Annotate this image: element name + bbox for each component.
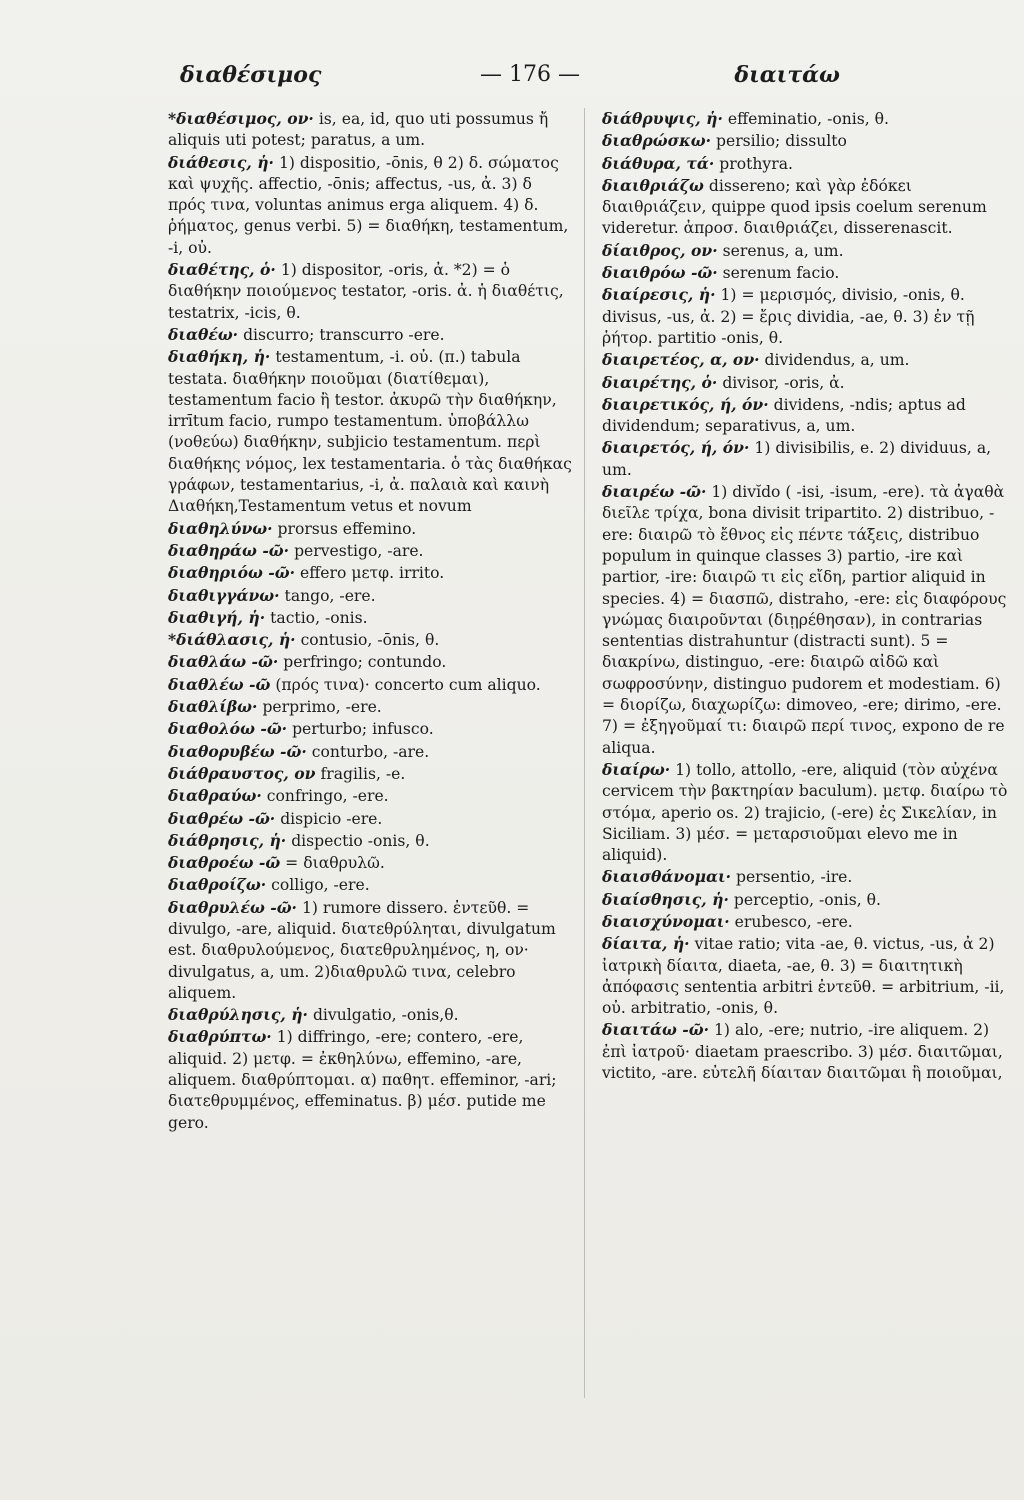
- entry-headword: διαθρώσκω·: [602, 131, 712, 151]
- entry-headword: διαθρύλησις, ἡ·: [168, 1005, 308, 1025]
- dictionary-entry: [602, 349, 1012, 371]
- entry-headword: διαθέω·: [168, 324, 239, 344]
- entry-headword: διαιρέτης, ὁ·: [602, 372, 718, 392]
- entry-headword: διαίρεσις, ἡ·: [602, 285, 716, 305]
- entry-headword: διαιτάω -ῶ·: [602, 1020, 710, 1040]
- entry-headword: διαθιγγάνω·: [168, 585, 280, 605]
- entry-definition: persentio, -ire.: [735, 868, 853, 887]
- entry-definition: 1) alo, -ere; nutrio, -ire aliquem. 2) ἐπὶ ἰατροῦ· diaetam praescribo. 3) μέσ. διαιτῶμαι, victito, -are. εὐτελῆ δίαιταν διαιτῶμαι ἢ ποιοῦμαι,: [602, 1021, 1003, 1083]
- dictionary-entry: [602, 284, 1012, 349]
- entry-definition: testamentum, -i. οὐ. (π.) tabula testata. διαθήκην ποιοῦμαι (διατίθεμαι), testamentum facio ἢ testor. ἀκυρῶ τὴν διαθήκην, irrītum facio, rumpo testamentum. ὑποβάλλω (νοθεύω) διαθήκην, subjicio testamentum. περὶ διαθήκης νόμος, lex testamentaria. ὁ τὰς διαθήκας γράφων, testamentarius, -i, ἀ. παλαιὰ καὶ καινὴ Διαθήκη,Testamentum vetus et novum: [168, 348, 572, 516]
- entry-definition: dissereno; καὶ γὰρ ἐδόκει διαιθριάζειν, quippe quod ipsis coelum serenum videretur. ἀπροσ. διαιθριάζει, disserenascit.: [602, 176, 987, 238]
- dictionary-entry: [602, 911, 1012, 933]
- entry-headword: διαθρύπτω·: [168, 1027, 272, 1047]
- dictionary-entry: [602, 933, 1012, 1019]
- entry-definition: 1) = μερισμός, divisio, -onis, θ. divisus, -us, ἀ. 2) = ἔρις dividia, -ae, θ. 3) ἐν τῇ ῥήτορ. partitio -onis, θ.: [602, 286, 975, 347]
- dictionary-entry: [602, 437, 1012, 481]
- entry-headword: διαθρυλέω -ῶ·: [168, 897, 297, 917]
- entry-headword: διαθλέω -ῶ: [168, 674, 271, 694]
- page-number: — 176 —: [480, 62, 580, 87]
- dictionary-entry: [168, 540, 573, 562]
- entry-definition: tactio, -onis.: [270, 608, 368, 627]
- running-head: [180, 62, 840, 96]
- dictionary-entry: [168, 259, 573, 324]
- entry-definition: fragilis, -e.: [320, 764, 406, 783]
- dictionary-entry: [168, 152, 573, 259]
- dictionary-entry: [602, 130, 1012, 152]
- dictionary-entry: [168, 607, 573, 629]
- entry-headword: διαθήκη, ἡ·: [168, 347, 271, 367]
- entry-definition: dispicio -ere.: [280, 809, 383, 828]
- entry-headword: *διαθέσιμος, ον·: [168, 109, 314, 128]
- dictionary-entry: [168, 651, 573, 673]
- dictionary-entry: [168, 852, 573, 874]
- entry-definition: (πρός τινα)· concerto cum aliquo.: [275, 675, 541, 694]
- entry-headword: διαθορυβέω -ῶ·: [168, 741, 307, 761]
- entry-definition: 1) rumore dissero. ἐντεῦθ. = divulgo, -are, aliquid. διατεθρύληται, divulgatum est. διαθρυλούμενος, διατεθρυλημένος, η, ον· divulgatus, a, um. 2)διαθρυλῶ τινα, celebro aliquem.: [168, 898, 556, 1002]
- entry-definition: dividendus, a, um.: [764, 351, 910, 370]
- entry-headword: διαθλίβω·: [168, 697, 258, 717]
- entry-headword: διαιρετέος, α, ον·: [602, 350, 760, 370]
- dictionary-entry: [168, 1026, 573, 1133]
- entry-definition: confringo, -ere.: [266, 787, 389, 806]
- entry-definition: 1) dispositio, -ōnis, θ 2) δ. σώματος καὶ ψυχῆς. affectio, -ōnis; affectus, -us, ἀ. 3) δ πρός τινα, voluntas animus erga aliquem. 4) δ. ῥήματος, genus verbi. 5) = διαθήκη, testamentum, -i, οὐ.: [168, 153, 569, 257]
- entry-headword: διαθλάω -ῶ·: [168, 652, 279, 672]
- entry-headword: διαιθριάζω: [602, 175, 704, 195]
- dictionary-entry: [602, 759, 1012, 866]
- entry-definition: vitae ratio; vita -ae, θ. victus, -us, ἀ 2) ἰατρικὴ δίαιτα, diaeta, -ae, θ. 3) = διαιτητικὴ ἀπόφασις sententia arbitri ἐντεῦθ. = arbitrium, -ii, οὐ. arbitratio, -onis, θ.: [602, 935, 1005, 1018]
- entry-headword: διάθραυστος, ον: [168, 763, 316, 783]
- dictionary-entry: [168, 718, 573, 740]
- dictionary-entry: [602, 889, 1012, 911]
- dictionary-entry: [168, 897, 573, 1004]
- entry-headword: διάθρυψις, ἡ·: [602, 109, 723, 128]
- entry-definition: 1) diffringo, -ere; contero, -ere, aliquid. 2) μετφ. = ἐκθηλύνω, effemino, -are, aliquem. διαθρύπτομαι. α) παθητ. effeminor, -ari; διατεθρυμμένος, effeminatus. β) μέσ. putide me gero.: [168, 1028, 557, 1132]
- dictionary-entry: [602, 372, 1012, 394]
- dictionary-entry: [602, 262, 1012, 284]
- entry-definition: serenum facio.: [722, 264, 840, 283]
- entry-definition: colligo, -ere.: [271, 876, 370, 895]
- dictionary-entry: [168, 874, 573, 896]
- entry-definition: perfringo; contundo.: [283, 653, 447, 672]
- entry-headword: διάθεσις, ἡ·: [168, 152, 274, 172]
- entry-definition: tango, -ere.: [284, 586, 376, 605]
- dictionary-entry: [602, 866, 1012, 888]
- entry-definition: serenus, a, um.: [722, 241, 844, 260]
- entry-definition: erubesco, -ere.: [734, 912, 853, 931]
- dictionary-entry: [602, 108, 1012, 130]
- dictionary-entry: [168, 763, 573, 785]
- entry-headword: διαθροίζω·: [168, 875, 267, 895]
- entry-definition: effeminatio, -onis, θ.: [727, 110, 890, 128]
- entry-definition: pervestigo, -are.: [294, 541, 424, 560]
- dictionary-entry: [168, 741, 573, 763]
- entry-headword: διαθροέω -ῶ: [168, 853, 281, 873]
- dictionary-entry: [168, 346, 573, 517]
- dictionary-entry: [602, 240, 1012, 262]
- entry-headword: διαίσθησις, ἡ·: [602, 889, 729, 909]
- entry-headword: διαιρετός, ή, όν·: [602, 438, 750, 458]
- entry-headword: διαθολόω -ῶ·: [168, 719, 288, 739]
- dictionary-entry: [168, 830, 573, 852]
- entry-definition: 1) tollo, attollo, -ere, aliquid (τὸν αὐχένα cervicem τὴν βακτηρίαν baculum). μετφ. διαίρω τὸ στόμα, aperio os. 2) trajicio, (-ere) ἐς Σικελίαν, in Siciliam. 3) μέσ. = μεταρσιοῦμαι elevo me in aliquid).: [602, 760, 1008, 865]
- entry-definition: is, ea, id, quo uti possumus ἤ aliquis uti potest; paratus, a um.: [168, 110, 549, 150]
- dictionary-entry: [602, 153, 1012, 175]
- dictionary-entry: [602, 394, 1012, 438]
- entry-definition: divulgatio, -onis,θ.: [312, 1006, 459, 1025]
- entry-definition: 1) divĭdo ( -isi, -isum, -ere). τὰ ἀγαθὰ διεῖλε τρίχα, bona divisit tripartito. 2) distribuo, -ere: διαιρῶ τὸ ἔθνος εἰς πέντε τάξεις, distribuo populum in quinque classes 3) partio, -ire καὶ partior, -ire: διαιρῶ τι εἰς εἴδη, partior aliquid in species. 4) = διασπῶ, distraho, -ere: εἰς διαφόρους γνώμας διαιροῦνται (διῃρέθησαν), in contrarias sententias distrahuntur (distracti sunt). 5 = διακρίνω, distinguo, -ere: διαιρῶ αἰδῶ καὶ σωφροσύνην, distinguo pudorem et modestiam. 6) = διορίζω, διαχωρίζω: dimoveo, -ere; dirimo, -ere. 7) = ἐξηγοῦμαί τι: διαιρῶ περί τινος, expono de re aliqua.: [602, 483, 1007, 757]
- dictionary-entry: [168, 108, 573, 152]
- dictionary-entry: [168, 518, 573, 540]
- dictionary-entry: [168, 785, 573, 807]
- entry-headword: διαθιγή, ἡ·: [168, 607, 266, 627]
- right-column: [602, 108, 1012, 1084]
- entry-definition: contusio, -ōnis, θ.: [300, 631, 440, 650]
- column-divider: [584, 108, 585, 1398]
- entry-headword: διαθραύω·: [168, 786, 262, 806]
- entry-definition: discurro; transcurro -ere.: [243, 325, 445, 344]
- entry-headword: διαισθάνομαι·: [602, 867, 731, 887]
- entry-headword: διαθηλύνω·: [168, 518, 273, 538]
- entry-definition: 1) dispositor, -oris, ἀ. *2) = ὁ διαθήκην ποιούμενος testator, -oris. ἀ. ἡ διαθέτις, testatrix, -icis, θ.: [168, 261, 564, 322]
- dictionary-entry: [602, 481, 1012, 759]
- entry-definition: prorsus effemino.: [277, 519, 417, 538]
- dictionary-entry: [168, 585, 573, 607]
- dictionary-entry: [168, 629, 573, 651]
- entry-definition: prothyra.: [719, 154, 793, 173]
- entry-headword: διαθέτης, ὁ·: [168, 260, 276, 280]
- entry-definition: dividens, -ndis; aptus ad dividendum; separativus, a, um.: [602, 395, 966, 436]
- dictionary-entry: [168, 324, 573, 346]
- entry-definition: conturbo, -are.: [311, 742, 430, 761]
- header-left-guide-word: διαθέσιμος: [180, 62, 322, 88]
- entry-definition: effero μετφ. irrito.: [300, 564, 445, 583]
- entry-headword: δίαιτα, ἡ·: [602, 934, 690, 954]
- entry-headword: διαθηριόω -ῶ·: [168, 563, 296, 583]
- entry-headword: διαιθρόω -ῶ·: [602, 263, 718, 283]
- entry-headword: διαισχύνομαι·: [602, 911, 730, 931]
- entry-definition: dispectio -onis, θ.: [291, 831, 430, 850]
- entry-headword: διαιρετικός, ή, όν·: [602, 394, 769, 414]
- dictionary-entry: [168, 1004, 573, 1026]
- entry-definition: perturbo; infusco.: [292, 720, 434, 739]
- entry-definition: = διαθρυλῶ.: [285, 854, 385, 873]
- dictionary-entry: [602, 1019, 1012, 1084]
- dictionary-entry: [168, 674, 573, 696]
- entry-headword: διαθρέω -ῶ·: [168, 808, 276, 828]
- entry-headword: διαίρω·: [602, 759, 671, 779]
- entry-headword: διάθυρα, τά·: [602, 153, 715, 173]
- entry-headword: διαιρέω -ῶ·: [602, 482, 707, 502]
- entry-headword: *διάθλασις, ἡ·: [168, 630, 296, 650]
- entry-definition: perceptio, -onis, θ.: [733, 890, 881, 909]
- entry-definition: 1) divisibilis, e. 2) dividuus, a, um.: [602, 439, 992, 479]
- left-column: [168, 108, 573, 1134]
- dictionary-entry: [602, 175, 1012, 240]
- entry-definition: divisor, -oris, ἀ.: [722, 373, 845, 392]
- entry-headword: δίαιθρος, ον·: [602, 240, 718, 260]
- dictionary-entry: [168, 808, 573, 830]
- dictionary-entry: [168, 696, 573, 718]
- dictionary-entry: [168, 562, 573, 584]
- entry-headword: διάθρησις, ἡ·: [168, 830, 287, 850]
- entry-definition: persilio; dissulto: [716, 132, 847, 151]
- entry-headword: διαθηράω -ῶ·: [168, 540, 290, 560]
- entry-definition: perprimo, -ere.: [262, 698, 382, 717]
- header-right-guide-word: διαιτάω: [734, 62, 840, 88]
